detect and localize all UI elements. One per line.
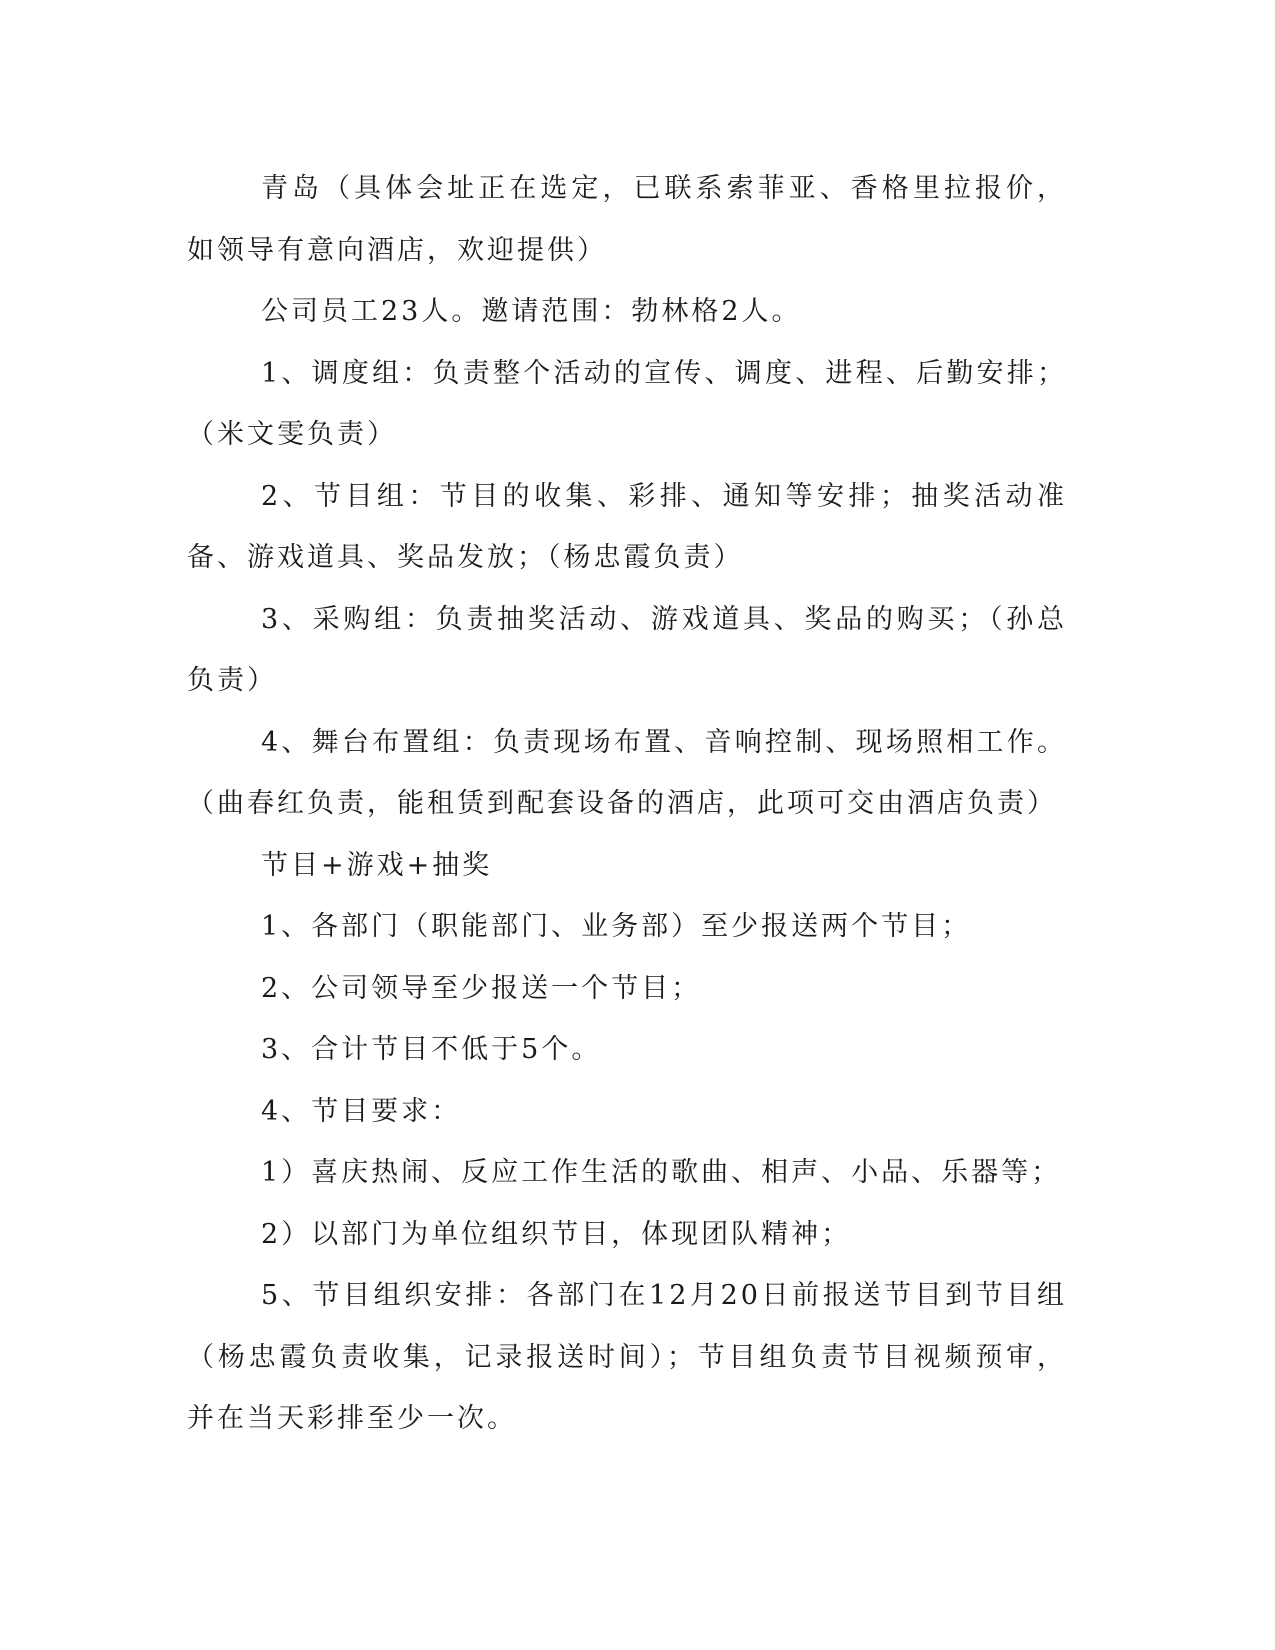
paragraph-attendees: 公司员工23人。邀请范围：勃林格2人。 bbox=[261, 296, 802, 327]
paragraph-stage-group: 4、舞台布置组：负责现场布置、音响控制、现场照相工作。（曲春红负责，能租赁到配套设备的酒店，此项可交由酒店负责） bbox=[187, 726, 1067, 819]
paragraph-rule-4: 4、节目要求： bbox=[261, 1095, 462, 1127]
paragraph-requirement-2: 2）以部门为单位组织节目，体现团队精神； bbox=[261, 1218, 852, 1250]
paragraph-rule-3: 3、合计节目不低于5个。 bbox=[261, 1034, 602, 1065]
paragraph-program-group: 2、节目组：节目的收集、彩排、通知等安排；抽奖活动准备、游戏道具、奖品发放；（杨忠霞负责） bbox=[187, 480, 1067, 573]
document-body bbox=[187, 158, 1067, 1450]
paragraph-rule-5: 5、节目组织安排：各部门在12月20日前报送节目到节目组（杨忠霞负责收集，记录报送时间）；节目组负责节目视频预审，并在当天彩排至少一次。 bbox=[187, 1280, 1067, 1434]
paragraph-purchase-group: 3、采购组：负责抽奖活动、游戏道具、奖品的购买；（孙总负责） bbox=[187, 603, 1067, 696]
paragraph-activity-format: 节目+游戏+抽奖 bbox=[261, 849, 493, 881]
paragraph-venue: 青岛（具体会址正在选定，已联系索菲亚、香格里拉报价，如领导有意向酒店，欢迎提供） bbox=[187, 173, 1067, 266]
paragraph-rule-2: 2、公司领导至少报送一个节目； bbox=[261, 972, 702, 1004]
paragraph-requirement-1: 1）喜庆热闹、反应工作生活的歌曲、相声、小品、乐器等； bbox=[261, 1157, 1062, 1188]
paragraph-dispatch-group: 1、调度组：负责整个活动的宣传、调度、进程、后勤安排；（米文雯负责） bbox=[187, 357, 1067, 450]
paragraph-rule-1: 1、各部门（职能部门、业务部）至少报送两个节目； bbox=[261, 911, 972, 942]
